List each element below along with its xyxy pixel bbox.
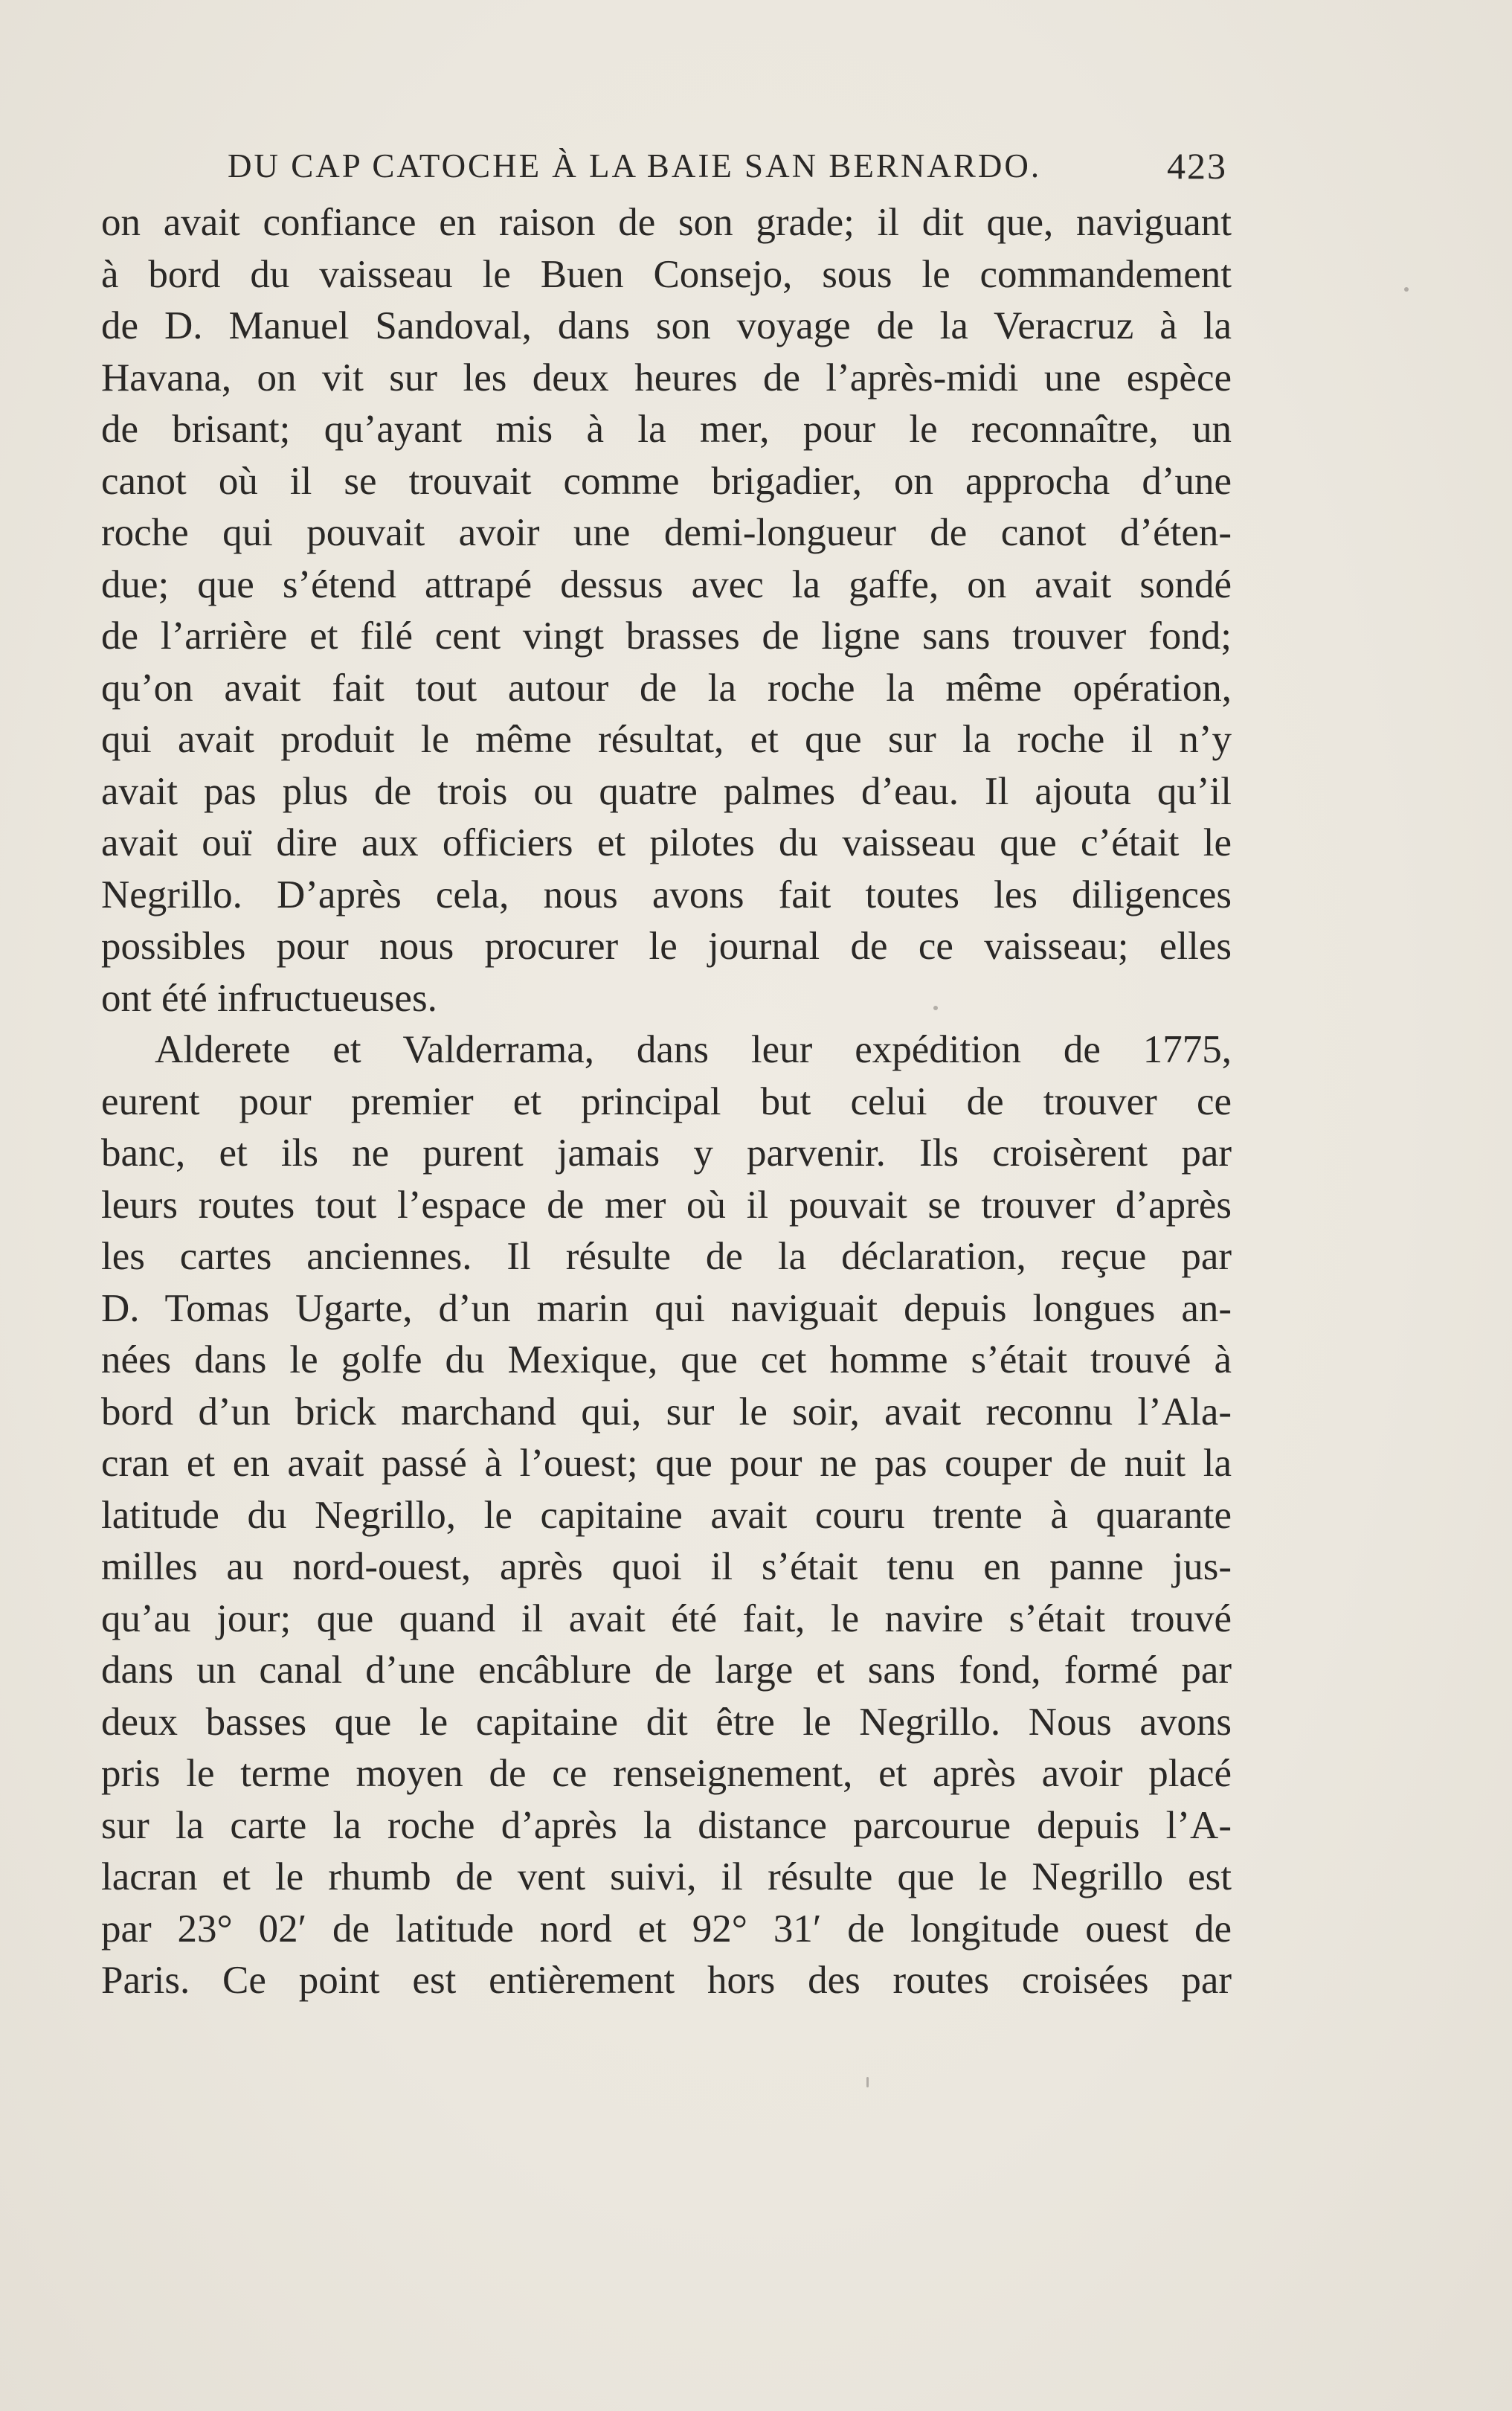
text-line: banc, et ils ne purent jamais y parvenir. Ils croisèrent par bbox=[101, 1131, 1232, 1175]
text-line: qu’au jour; que quand il avait été fait, le navire s’était trouvé bbox=[101, 1596, 1232, 1640]
text-line: eurent pour premier et principal but celui de trouver ce bbox=[101, 1079, 1232, 1123]
text-line: latitude du Negrillo, le capitaine avait couru trente à quarante bbox=[101, 1493, 1232, 1537]
text-line: dans un canal d’une encâblure de large et sans fond, formé par bbox=[101, 1648, 1232, 1692]
text-line: Paris. Ce point est entièrement hors des routes croisées par bbox=[101, 1959, 1232, 2002]
text-line: cran et en avait passé à l’ouest; que pour ne pas couper de nuit la bbox=[101, 1442, 1232, 1485]
body-text bbox=[101, 197, 1232, 2007]
text-line: Negrillo. D’après cela, nous avons fait toutes les diligences bbox=[101, 873, 1232, 916]
running-head bbox=[101, 140, 1232, 192]
text-line: Havana, on vit sur les deux heures de l’après-midi une espèce bbox=[101, 356, 1232, 399]
paragraph-start-line: Alderete et Valderrama, dans leur expédition de 1775, bbox=[155, 1028, 1232, 1071]
text-line: qu’on avait fait tout autour de la roche la même opération, bbox=[101, 666, 1232, 710]
text-line: possibles pour nous procurer le journal de ce vaisseau; elles bbox=[101, 925, 1232, 968]
text-line: pris le terme moyen de ce renseignement, et après avoir placé bbox=[101, 1752, 1232, 1795]
text-line: lacran et le rhumb de vent suivi, il résulte que le Negrillo est bbox=[101, 1855, 1232, 1898]
text-line: milles au nord-ouest, après quoi il s’était tenu en panne jus- bbox=[101, 1545, 1232, 1588]
text-line: canot où il se trouvait comme brigadier, on approcha d’une bbox=[101, 459, 1232, 503]
text-line: les cartes anciennes. Il résulte de la déclaration, reçue par bbox=[101, 1235, 1232, 1278]
text-line: deux basses que le capitaine dit être le Negrillo. Nous avons bbox=[101, 1700, 1232, 1744]
paper-speck bbox=[866, 2077, 869, 2087]
text-line: leurs routes tout l’espace de mer où il pouvait se trouver d’après bbox=[101, 1183, 1232, 1227]
text-line: sur la carte la roche d’après la distance parcourue depuis l’A- bbox=[101, 1803, 1232, 1847]
running-title: DU CAP CATOCHE À LA BAIE SAN BERNARDO. bbox=[228, 147, 1042, 184]
paper-speck bbox=[933, 1006, 938, 1010]
text-line: nées dans le golfe du Mexique, que cet homme s’était trouvé à bbox=[101, 1338, 1232, 1381]
text-line: de brisant; qu’ayant mis à la mer, pour le reconnaître, un bbox=[101, 408, 1232, 451]
text-line: de l’arrière et filé cent vingt brasses de ligne sans trouver fond; bbox=[101, 614, 1232, 658]
text-line: roche qui pouvait avoir une demi-longueur de canot d’éten- bbox=[101, 511, 1232, 554]
text-line: due; que s’étend attrapé dessus avec la gaffe, on avait sondé bbox=[101, 562, 1232, 606]
text-line: on avait confiance en raison de son grade; il dit que, naviguant bbox=[101, 201, 1232, 244]
text-line: bord d’un brick marchand qui, sur le soir, avait reconnu l’Ala- bbox=[101, 1390, 1232, 1434]
paper-speck bbox=[1404, 287, 1409, 292]
text-line: D. Tomas Ugarte, d’un marin qui naviguait depuis longues an- bbox=[101, 1286, 1232, 1330]
paragraph-end-line: ont été infructueuses. bbox=[101, 976, 437, 1020]
text-line: avait pas plus de trois ou quatre palmes d’eau. Il ajouta qu’il bbox=[101, 769, 1232, 813]
text-line: qui avait produit le même résultat, et que sur la roche il n’y bbox=[101, 718, 1232, 761]
text-line: à bord du vaisseau le Buen Consejo, sous le commandement bbox=[101, 252, 1232, 296]
text-line: par 23° 02′ de latitude nord et 92° 31′ de longitude ouest de bbox=[101, 1907, 1232, 1951]
page-number: 423 bbox=[1167, 145, 1227, 187]
text-line: avait ouï dire aux officiers et pilotes du vaisseau que c’était le bbox=[101, 821, 1232, 864]
text-line: de D. Manuel Sandoval, dans son voyage de la Veracruz à la bbox=[101, 304, 1232, 347]
